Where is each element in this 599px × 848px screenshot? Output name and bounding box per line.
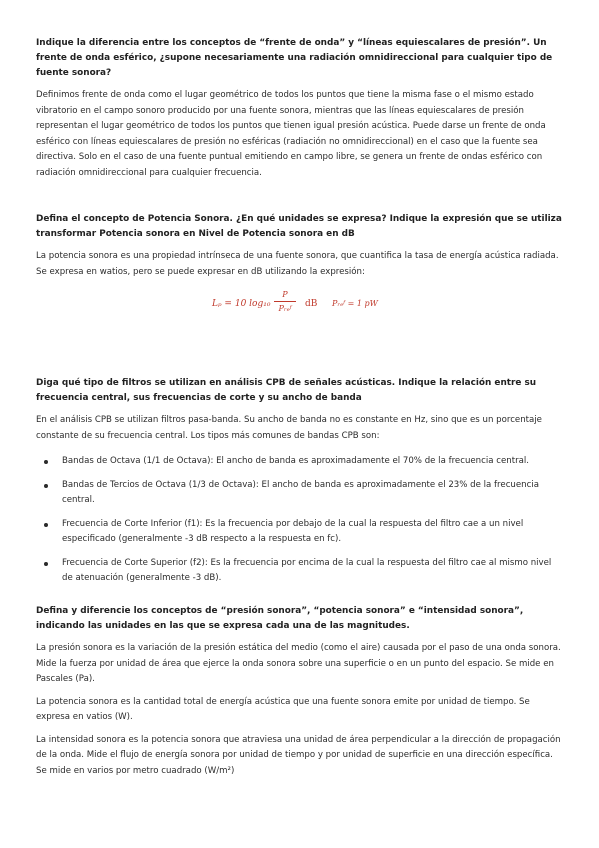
list-item bbox=[36, 478, 564, 509]
bullet-icon bbox=[44, 484, 48, 488]
answer-paragraph: La intensidad sonora es la potencia sonora que atraviesa una unidad de área perpendicular a la dirección de propagación de la onda. Mide el flujo de energía sonora por unidad de tiempo y por unidad de superficie en una dirección específica. Se mide en varios por metro cuadrado (W/m²) bbox=[36, 734, 561, 776]
answer-paragraph: La presión sonora es la variación de la presión estática del medio (como el aire) causada por el paso de una onda sonora. Mide la fuerza por unidad de área que ejerce la onda sonora sobre una superficie o en un punto del espacio. Se mide en Pascales (Pa). bbox=[36, 643, 561, 684]
question-heading: Defina y diferencie los conceptos de “presión sonora”, “potencia sonora” e “intensidad sonora”, indicando las unidades en las que se expresa cada una de las magnitudes. bbox=[36, 606, 524, 631]
list-item-text: Bandas de Octava (1/1 de Octava): El ancho de banda es aproximadamente el 70% de la frecuencia central. bbox=[62, 456, 529, 466]
formula-unit: dB bbox=[305, 299, 318, 309]
list-item bbox=[36, 517, 564, 548]
answer-paragraph: En el análisis CPB se utilizan filtros pasa-banda. Su ancho de banda no es constante en Hz, sino que es un porcentaje constante de su frecuencia central. Los tipos más comunes de bandas CPB son: bbox=[36, 415, 542, 441]
question-heading: Defina el concepto de Potencia Sonora. ¿En qué unidades se expresa? Indique la expresión que se utiliza transformar Potencia sonora en Nivel de Potencia sonora en dB bbox=[36, 214, 562, 239]
list-item bbox=[36, 454, 564, 470]
list-item-text: Frecuencia de Corte Superior (f2): Es la frecuencia por encima de la cual la respuesta del filtro cae al mismo nivel de atenuación (generalmente -3 dB). bbox=[62, 557, 552, 583]
bullet-icon bbox=[44, 460, 48, 464]
answer-paragraph: La potencia sonora es la cantidad total de energía acústica que una fuente sonora emite por unidad de tiempo. Se expresa en vatios (W). bbox=[36, 696, 530, 722]
bullet-icon bbox=[44, 562, 48, 566]
formula-fraction bbox=[274, 289, 296, 314]
list-item-text: Bandas de Tercios de Octava (1/3 de Octava): El ancho de banda es aproximadamente el 23% de la frecuencia central. bbox=[62, 479, 539, 505]
bullet-list bbox=[36, 454, 564, 587]
section-cpb-filters bbox=[36, 376, 564, 595]
section-pressure-power-intensity bbox=[36, 604, 564, 786]
formula-numerator: P bbox=[282, 290, 288, 299]
formula-lhs: Lₚ = 10 log₁₀ bbox=[212, 299, 271, 309]
power-level-formula bbox=[36, 287, 564, 321]
question-heading: Indique la diferencia entre los conceptos de “frente de onda” y “líneas equiescalares de presión”. Un frente de onda esférico, ¿supone necesariamente una radiación omnidireccional para cualquier tipo de fuente sonora? bbox=[36, 38, 553, 78]
formula-reference: Pᵣₑᶠ = 1 pW bbox=[332, 299, 378, 308]
answer-paragraph: Definimos frente de onda como el lugar geométrico de todos los puntos que tiene la misma fase o el mismo estado vibratorio en el campo sonoro producido por una fuente sonora, mientras que las líneas equiescalares de presión representan el lugar geométrico de todos los puntos que tienen igual presión acústica. Puede darse un frente de onda esférico con líneas equiescalares de presión no esféricas (radiación no omnidireccional) en el caso que la fuente sea directiva. Solo en el caso de una fuente puntual emitiendo en campo libre, se genera un frente de ondas esférico con radiación omnidireccional para cualquier frecuencia. bbox=[36, 90, 546, 178]
section-wave-front bbox=[36, 36, 564, 188]
section-sound-power bbox=[36, 212, 564, 321]
fraction-bar bbox=[274, 301, 296, 302]
bullet-icon bbox=[44, 523, 48, 527]
question-heading: Diga qué tipo de filtros se utilizan en análisis CPB de señales acústicas. Indique la relación entre su frecuencia central, sus frecuencias de corte y su ancho de banda bbox=[36, 378, 537, 403]
formula-denominator: Pᵣₑᶠ bbox=[278, 304, 292, 313]
answer-paragraph: La potencia sonora es una propiedad intrínseca de una fuente sonora, que cuantifica la tasa de energía acústica radiada. Se expresa en watios, pero se puede expresar en dB utilizando la expresión: bbox=[36, 251, 559, 277]
list-item bbox=[36, 556, 564, 587]
list-item-text: Frecuencia de Corte Inferior (f1): Es la frecuencia por debajo de la cual la respuesta del filtro cae a un nivel especificado (generalmente -3 dB respecto a la respuesta en fc). bbox=[62, 518, 524, 544]
